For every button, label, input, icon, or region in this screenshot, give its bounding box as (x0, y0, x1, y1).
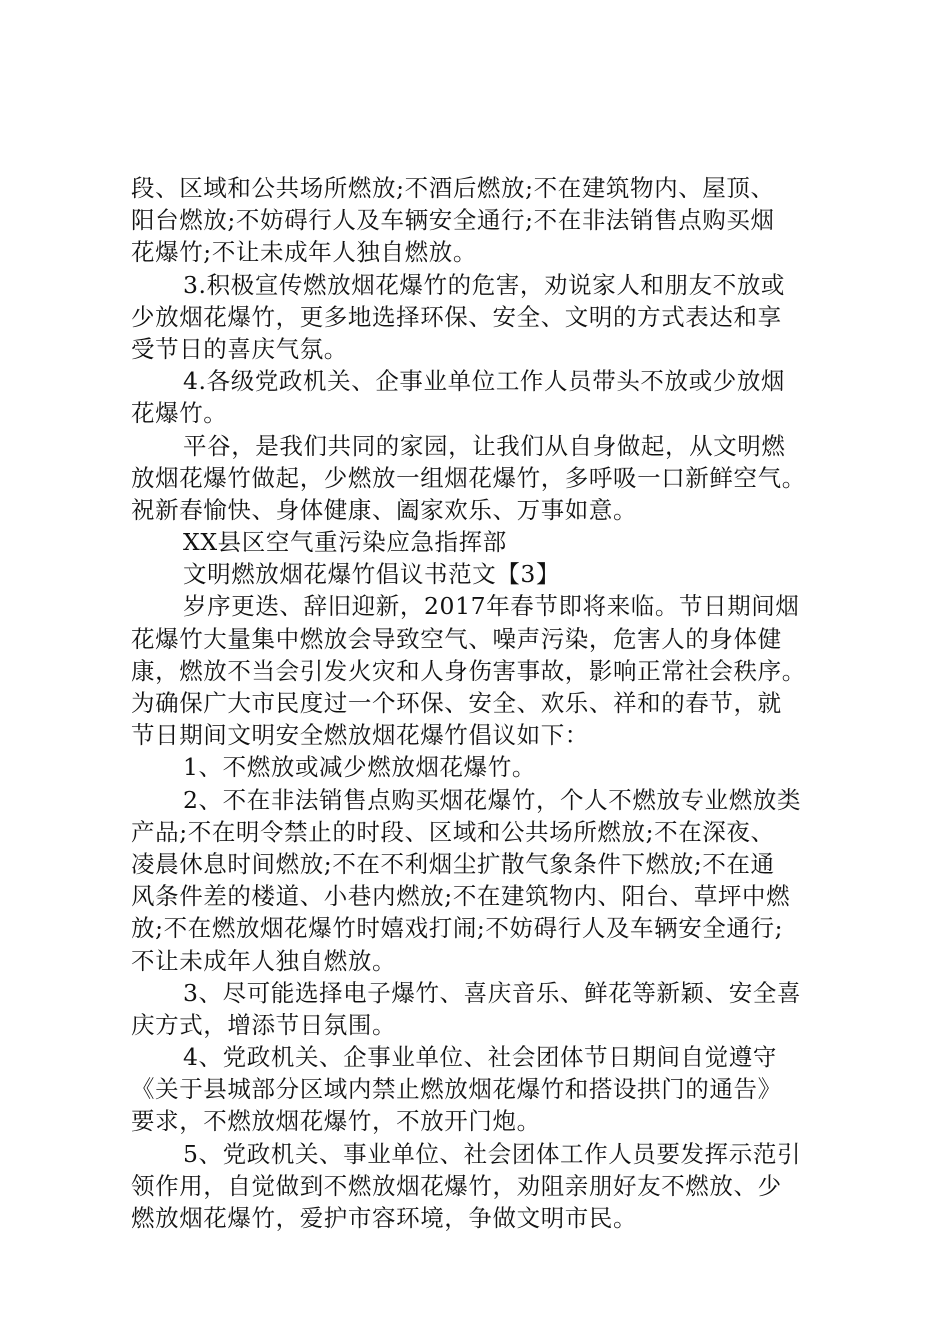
text-line: 凌晨休息时间燃放;不在不利烟尘扩散气象条件下燃放;不在通 (131, 849, 775, 878)
text-line: 领作用，自觉做到不燃放烟花爆竹，劝阻亲朋好友不燃放、少 (131, 1171, 782, 1200)
text-line: 花爆竹。 (131, 399, 228, 428)
signature-line: XX县区空气重污染应急指挥部 (183, 528, 507, 557)
text-line: 康，燃放不当会引发火灾和人身伤害事故，影响正常社会秩序。 (131, 656, 806, 685)
text-line: 放烟花爆竹做起，少燃放一组烟花爆竹，多呼吸一口新鲜空气。 (131, 463, 806, 492)
document-body (131, 172, 831, 1234)
list-item: 2、不在非法销售点购买烟花爆竹，个人不燃放专业燃放类 (183, 785, 802, 814)
text-line: 庆方式，增添节日氛围。 (131, 1010, 397, 1039)
text-line: 放;不在燃放烟花爆竹时嬉戏打闹;不妨碍行人及车辆安全通行; (131, 914, 784, 943)
section-heading: 文明燃放烟花爆竹倡议书范文【3】 (183, 560, 561, 589)
text-line: 产品;不在明令禁止的时段、区域和公共场所燃放;不在深夜、 (131, 817, 775, 846)
text-line: 燃放烟花爆竹，爱护市容环境，争做文明市民。 (131, 1204, 638, 1232)
text-line: 4.各级党政机关、企事业单位工作人员带头不放或少放烟 (183, 367, 786, 396)
list-item: 1、不燃放或减少燃放烟花爆竹。 (183, 753, 536, 782)
text-line: 节日期间文明安全燃放烟花爆竹倡议如下： (131, 721, 589, 750)
text-line: 少放烟花爆竹，更多地选择环保、安全、文明的方式表达和享 (131, 302, 782, 331)
list-item: 5、党政机关、事业单位、社会团体工作人员要发挥示范引 (183, 1139, 802, 1168)
text-line: 3.积极宣传燃放烟花爆竹的危害，劝说家人和朋友不放或 (183, 270, 786, 299)
text-line: 祝新春愉快、身体健康、阖家欢乐、万事如意。 (131, 495, 638, 524)
text-line: 受节日的喜庆气氛。 (131, 334, 348, 363)
text-line: 平谷，是我们共同的家园，让我们从自身做起，从文明燃 (183, 431, 786, 460)
text-line: 段、区域和公共场所燃放;不酒后燃放;不在建筑物内、屋顶、 (131, 174, 775, 202)
text-line: 风条件差的楼道、小巷内燃放;不在建筑物内、阳台、草坪中燃 (131, 882, 791, 911)
text-line: 花爆竹;不让未成年人独自燃放。 (131, 238, 477, 267)
list-item: 4、党政机关、企事业单位、社会团体节日期间自觉遵守 (183, 1043, 777, 1072)
text-line: 要求，不燃放烟花爆竹，不放开门炮。 (131, 1107, 541, 1136)
text-line: 阳台燃放;不妨碍行人及车辆安全通行;不在非法销售点购买烟 (131, 206, 775, 235)
text-line: 岁序更迭、辞旧迎新，2017年春节即将来临。节日期间烟 (183, 592, 800, 621)
text-line: 《关于县城部分区域内禁止燃放烟花爆竹和搭设拱门的通告》 (131, 1075, 782, 1104)
text-line: 花爆竹大量集中燃放会导致空气、噪声污染，危害人的身体健 (131, 624, 782, 653)
text-line: 为确保广大市民度过一个环保、安全、欢乐、祥和的春节，就 (131, 689, 782, 717)
text-line: 不让未成年人独自燃放。 (131, 946, 397, 975)
list-item: 3、尽可能选择电子爆竹、喜庆音乐、鲜花等新颖、安全喜 (183, 978, 802, 1007)
